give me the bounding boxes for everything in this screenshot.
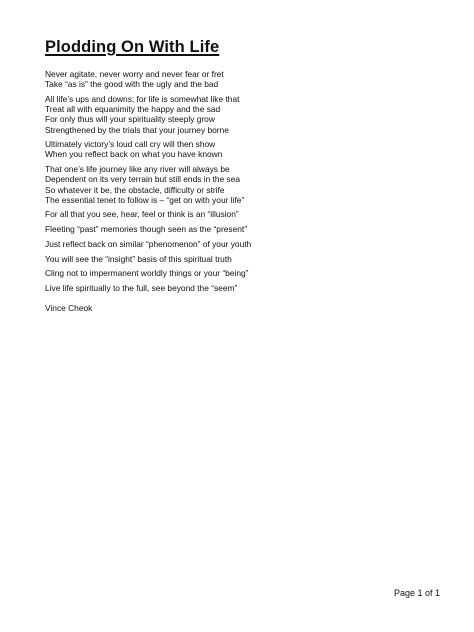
poem-body	[45, 69, 445, 313]
poem-line: For only thus will your spirituality steeply grow	[45, 114, 215, 125]
stanza-9	[45, 268, 445, 278]
stanza-8	[45, 254, 445, 264]
stanza-2	[45, 94, 445, 135]
poem-line: Take “as is” the good with the ugly and the bad	[45, 79, 219, 90]
poem-line: The essential tenet to follow is – “get on with your life”	[45, 194, 245, 205]
poem-line: All life’s ups and downs; for life is somewhat like that	[45, 93, 240, 104]
poem-line: Ultimately victory’s loud call cry will then show	[45, 139, 216, 150]
poem-line: Just reflect back on similar “phenomenon” of your youth	[45, 238, 252, 249]
author-name: Vince Cheok	[45, 303, 93, 314]
poem-line: You will see the “insight” basis of this spiritual truth	[45, 253, 232, 264]
stanza-7	[45, 239, 445, 249]
poem-line: Fleeting “past” memories though seen as the “present”	[45, 224, 248, 235]
stanza-6	[45, 224, 445, 234]
poem-line: Cling not to impermanent worldly things or your “being”	[45, 268, 249, 279]
poem-title: Plodding On With Life	[45, 38, 220, 56]
stanza-5	[45, 209, 445, 219]
poem-line: When you reflect back on what you have known	[45, 149, 223, 160]
poem-line: So whatever it be, the obstacle, difficulty or strife	[45, 184, 225, 195]
poem-line: Never agitate, never worry and never fear or fret	[45, 69, 224, 79]
stanza-10	[45, 283, 445, 293]
poem-line: Live life spiritually to the full, see beyond the “seem”	[45, 282, 238, 293]
poem-line: That one’s life journey like any river will always be	[45, 164, 230, 175]
stanza-3	[45, 139, 445, 159]
poem-line: Strengthened by the trials that your journey borne	[45, 124, 229, 135]
stanza-4	[45, 164, 445, 205]
stanza-1	[45, 69, 445, 89]
poem-line: Treat all with equanimity the happy and the sad	[45, 104, 221, 115]
page-number: Page 1 of 1	[394, 588, 441, 598]
poem-line: Dependent on its very terrain but still ends in the sea	[45, 174, 241, 185]
poem-line: For all that you see, hear, feel or think is an “illusion”	[45, 209, 239, 220]
